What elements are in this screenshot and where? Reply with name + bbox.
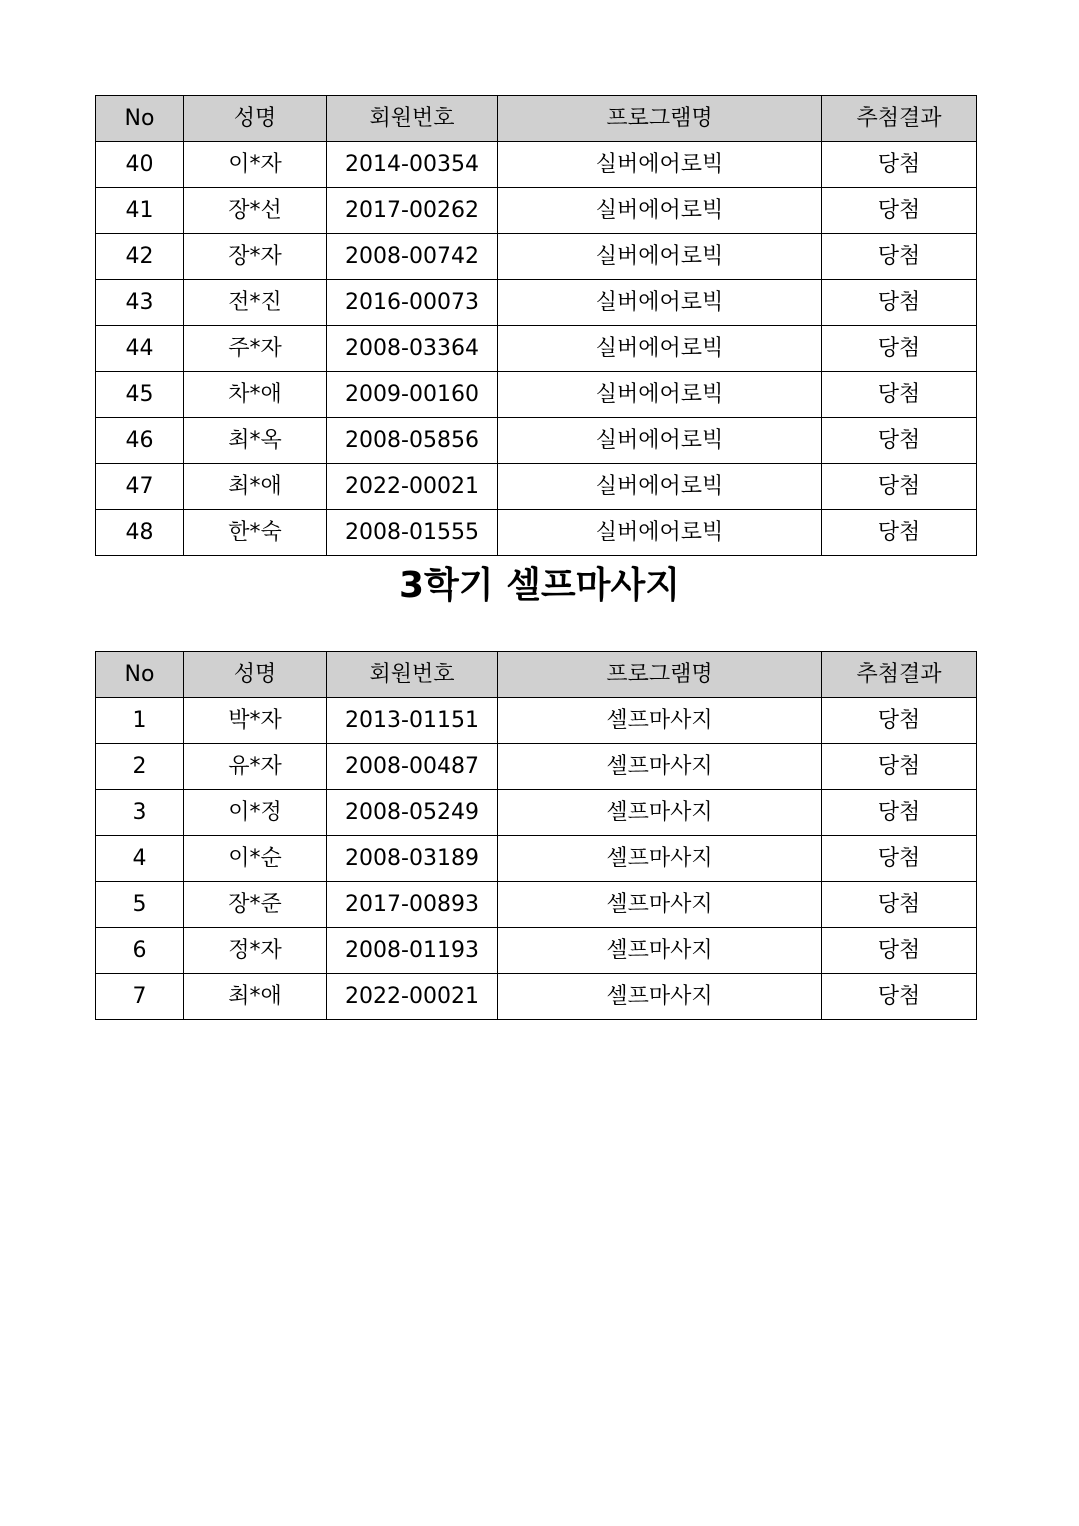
header-member-no: 회원번호 bbox=[327, 96, 498, 142]
cell-name: 유*자 bbox=[184, 744, 327, 790]
cell-program: 셀프마사지 bbox=[498, 744, 822, 790]
massage-winners-table bbox=[95, 651, 977, 1020]
cell-no: 42 bbox=[96, 234, 184, 280]
cell-no: 1 bbox=[96, 698, 184, 744]
cell-result: 당첨 bbox=[822, 744, 977, 790]
table-row bbox=[96, 326, 977, 372]
cell-member-no: 2008-03189 bbox=[327, 836, 498, 882]
header-result: 추첨결과 bbox=[822, 652, 977, 698]
cell-member-no: 2017-00262 bbox=[327, 188, 498, 234]
table-header-row bbox=[96, 96, 977, 142]
header-no: No bbox=[96, 652, 184, 698]
cell-member-no: 2013-01151 bbox=[327, 698, 498, 744]
cell-program: 실버에어로빅 bbox=[498, 464, 822, 510]
cell-name: 장*자 bbox=[184, 234, 327, 280]
header-program: 프로그램명 bbox=[498, 96, 822, 142]
cell-no: 2 bbox=[96, 744, 184, 790]
header-program: 프로그램명 bbox=[498, 652, 822, 698]
cell-member-no: 2008-03364 bbox=[327, 326, 498, 372]
cell-result: 당첨 bbox=[822, 510, 977, 556]
cell-name: 최*옥 bbox=[184, 418, 327, 464]
table-row bbox=[96, 744, 977, 790]
table-row bbox=[96, 418, 977, 464]
cell-member-no: 2008-00742 bbox=[327, 234, 498, 280]
cell-name: 한*숙 bbox=[184, 510, 327, 556]
cell-no: 45 bbox=[96, 372, 184, 418]
cell-program: 셀프마사지 bbox=[498, 698, 822, 744]
cell-name: 최*애 bbox=[184, 464, 327, 510]
cell-result: 당첨 bbox=[822, 280, 977, 326]
table-row bbox=[96, 928, 977, 974]
cell-no: 41 bbox=[96, 188, 184, 234]
cell-result: 당첨 bbox=[822, 882, 977, 928]
cell-program: 셀프마사지 bbox=[498, 882, 822, 928]
table-row bbox=[96, 234, 977, 280]
cell-result: 당첨 bbox=[822, 326, 977, 372]
cell-no: 3 bbox=[96, 790, 184, 836]
cell-result: 당첨 bbox=[822, 974, 977, 1020]
cell-result: 당첨 bbox=[822, 698, 977, 744]
header-name: 성명 bbox=[184, 96, 327, 142]
cell-program: 실버에어로빅 bbox=[498, 326, 822, 372]
cell-member-no: 2016-00073 bbox=[327, 280, 498, 326]
table-row bbox=[96, 882, 977, 928]
cell-no: 46 bbox=[96, 418, 184, 464]
cell-program: 셀프마사지 bbox=[498, 836, 822, 882]
cell-program: 실버에어로빅 bbox=[498, 372, 822, 418]
cell-program: 실버에어로빅 bbox=[498, 418, 822, 464]
table-row bbox=[96, 188, 977, 234]
header-no: No bbox=[96, 96, 184, 142]
cell-member-no: 2022-00021 bbox=[327, 464, 498, 510]
cell-name: 이*순 bbox=[184, 836, 327, 882]
cell-member-no: 2008-01555 bbox=[327, 510, 498, 556]
cell-name: 주*자 bbox=[184, 326, 327, 372]
cell-name: 이*정 bbox=[184, 790, 327, 836]
cell-result: 당첨 bbox=[822, 928, 977, 974]
cell-program: 실버에어로빅 bbox=[498, 142, 822, 188]
cell-program: 실버에어로빅 bbox=[498, 280, 822, 326]
cell-result: 당첨 bbox=[822, 372, 977, 418]
cell-result: 당첨 bbox=[822, 234, 977, 280]
table-row bbox=[96, 836, 977, 882]
cell-no: 5 bbox=[96, 882, 184, 928]
cell-result: 당첨 bbox=[822, 790, 977, 836]
header-result: 추첨결과 bbox=[822, 96, 977, 142]
cell-name: 차*애 bbox=[184, 372, 327, 418]
cell-member-no: 2008-00487 bbox=[327, 744, 498, 790]
cell-member-no: 2008-05856 bbox=[327, 418, 498, 464]
table-row bbox=[96, 464, 977, 510]
cell-member-no: 2017-00893 bbox=[327, 882, 498, 928]
cell-member-no: 2022-00021 bbox=[327, 974, 498, 1020]
cell-no: 40 bbox=[96, 142, 184, 188]
cell-result: 당첨 bbox=[822, 418, 977, 464]
cell-name: 박*자 bbox=[184, 698, 327, 744]
cell-result: 당첨 bbox=[822, 188, 977, 234]
cell-no: 6 bbox=[96, 928, 184, 974]
cell-no: 4 bbox=[96, 836, 184, 882]
cell-member-no: 2009-00160 bbox=[327, 372, 498, 418]
cell-no: 48 bbox=[96, 510, 184, 556]
table-row bbox=[96, 790, 977, 836]
cell-program: 실버에어로빅 bbox=[498, 510, 822, 556]
cell-result: 당첨 bbox=[822, 142, 977, 188]
cell-member-no: 2008-01193 bbox=[327, 928, 498, 974]
cell-member-no: 2008-05249 bbox=[327, 790, 498, 836]
cell-name: 장*준 bbox=[184, 882, 327, 928]
cell-program: 셀프마사지 bbox=[498, 790, 822, 836]
cell-member-no: 2014-00354 bbox=[327, 142, 498, 188]
table-header-row bbox=[96, 652, 977, 698]
cell-program: 셀프마사지 bbox=[498, 928, 822, 974]
cell-no: 7 bbox=[96, 974, 184, 1020]
aerobic-winners-table bbox=[95, 95, 977, 556]
cell-name: 정*자 bbox=[184, 928, 327, 974]
cell-no: 47 bbox=[96, 464, 184, 510]
cell-result: 당첨 bbox=[822, 836, 977, 882]
cell-result: 당첨 bbox=[822, 464, 977, 510]
table-row bbox=[96, 142, 977, 188]
header-member-no: 회원번호 bbox=[327, 652, 498, 698]
cell-program: 실버에어로빅 bbox=[498, 234, 822, 280]
section-title: 3학기 셀프마사지 bbox=[398, 565, 680, 606]
table-row bbox=[96, 510, 977, 556]
table-row bbox=[96, 280, 977, 326]
cell-no: 43 bbox=[96, 280, 184, 326]
table-row bbox=[96, 698, 977, 744]
table-row bbox=[96, 974, 977, 1020]
cell-name: 이*자 bbox=[184, 142, 327, 188]
cell-program: 실버에어로빅 bbox=[498, 188, 822, 234]
cell-name: 전*진 bbox=[184, 280, 327, 326]
cell-no: 44 bbox=[96, 326, 184, 372]
header-name: 성명 bbox=[184, 652, 327, 698]
cell-name: 최*애 bbox=[184, 974, 327, 1020]
table-row bbox=[96, 372, 977, 418]
cell-program: 셀프마사지 bbox=[498, 974, 822, 1020]
cell-name: 장*선 bbox=[184, 188, 327, 234]
